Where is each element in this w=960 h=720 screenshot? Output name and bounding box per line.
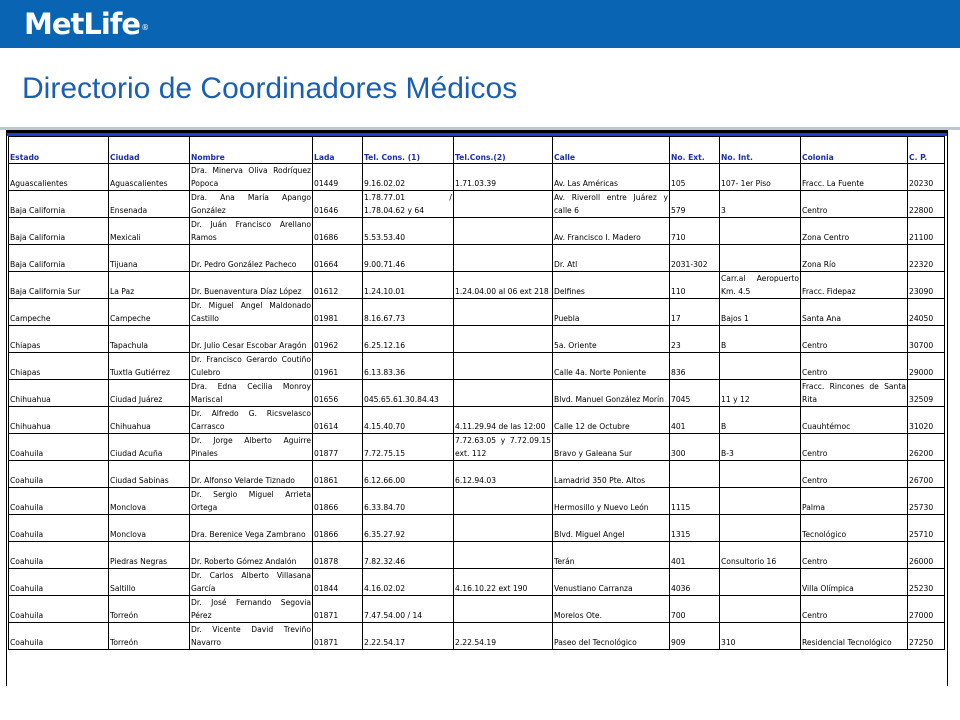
cell-colonia: Centro — [801, 542, 908, 569]
cell-cp: 25710 — [908, 515, 945, 542]
cell-colonia: Centro — [801, 596, 908, 623]
cell-tel-cons-2 — [454, 596, 553, 623]
cell-colonia: Zona Río — [801, 245, 908, 272]
cell-estado: Coahuila — [9, 596, 109, 623]
table-row — [9, 569, 945, 596]
cell-tel-cons-1: 1.78.77.01 / 1.78.04.62 y 64 — [363, 191, 454, 218]
cell-cp: 20230 — [908, 164, 945, 191]
cell-no-int — [720, 461, 801, 488]
cell-calle: Puebla — [553, 299, 670, 326]
table-row — [9, 299, 945, 326]
cell-tel-cons-1: 7.82.32.46 — [363, 542, 454, 569]
cell-tel-cons-1: 9.00.71.46 — [363, 245, 454, 272]
cell-estado: Coahuila — [9, 569, 109, 596]
cell-colonia: Tecnológico — [801, 515, 908, 542]
cell-calle: Lamadrid 350 Pte. Altos — [553, 461, 670, 488]
cell-nombre: Dr. Buenaventura Díaz López — [190, 272, 313, 299]
cell-lada: 01664 — [313, 245, 363, 272]
cell-tel-cons-1: 1.24.10.01 — [363, 272, 454, 299]
cell-no-int: 310 — [720, 623, 801, 650]
cell-nombre: Dr. Carlos Alberto Villasana García — [190, 569, 313, 596]
cell-no-int: Carr.al Aeropuerto Km. 4.5 — [720, 272, 801, 299]
cell-colonia: Centro — [801, 434, 908, 461]
cell-ciudad: Tuxtla Gutiérrez — [109, 353, 190, 380]
cell-nombre: Dr. Juán Francisco Arellano Ramos — [190, 218, 313, 245]
cell-calle: 5a. Oriente — [553, 326, 670, 353]
cell-ciudad: Monclova — [109, 488, 190, 515]
cell-tel-cons-1: 4.15.40.70 — [363, 407, 454, 434]
cell-lada: 01686 — [313, 218, 363, 245]
cell-ciudad: Tijuana — [109, 245, 190, 272]
cell-lada: 01878 — [313, 542, 363, 569]
table-row — [9, 218, 945, 245]
cell-cp: 27250 — [908, 623, 945, 650]
cell-tel-cons-1: 6.13.83.36 — [363, 353, 454, 380]
cell-calle: Delfines — [553, 272, 670, 299]
cell-cp: 31020 — [908, 407, 945, 434]
cell-lada: 01866 — [313, 515, 363, 542]
cell-estado: Coahuila — [9, 434, 109, 461]
cell-no-ext: 1115 — [670, 488, 720, 515]
cell-ciudad: Ciudad Sabinas — [109, 461, 190, 488]
cell-no-int: 3 — [720, 191, 801, 218]
table-row — [9, 407, 945, 434]
cell-ciudad: Mexicali — [109, 218, 190, 245]
cell-ciudad: Saltillo — [109, 569, 190, 596]
cell-estado: Coahuila — [9, 488, 109, 515]
cell-estado: Coahuila — [9, 515, 109, 542]
cell-lada: 01961 — [313, 353, 363, 380]
cell-ciudad: Ensenada — [109, 191, 190, 218]
cell-calle: Av. Francisco I. Madero — [553, 218, 670, 245]
cell-tel-cons-2 — [454, 191, 553, 218]
column-header-nombre: Nombre — [190, 137, 313, 164]
cell-estado: Aguascalientes — [9, 164, 109, 191]
cell-calle: Blvd. Manuel González Morín — [553, 380, 670, 407]
cell-no-ext — [670, 461, 720, 488]
cell-no-ext: 710 — [670, 218, 720, 245]
cell-ciudad: Chihuahua — [109, 407, 190, 434]
cell-cp: 26700 — [908, 461, 945, 488]
cell-no-ext: 23 — [670, 326, 720, 353]
cell-tel-cons-2: 4.11.29.94 de las 12:00 — [454, 407, 553, 434]
cell-tel-cons-2 — [454, 380, 553, 407]
cell-no-int — [720, 596, 801, 623]
logo-text: MetLife — [24, 7, 141, 41]
cell-tel-cons-2 — [454, 245, 553, 272]
cell-tel-cons-2 — [454, 218, 553, 245]
cell-ciudad: Tapachula — [109, 326, 190, 353]
cell-colonia: Centro — [801, 326, 908, 353]
column-header-no-int: No. Int. — [720, 137, 801, 164]
cell-no-int — [720, 488, 801, 515]
cell-tel-cons-1: 6.25.12.16 — [363, 326, 454, 353]
table-row — [9, 434, 945, 461]
cell-estado: Coahuila — [9, 461, 109, 488]
brand-header-bar — [0, 0, 960, 48]
cell-calle: Calle 4a. Norte Poniente — [553, 353, 670, 380]
cell-lada: 01614 — [313, 407, 363, 434]
cell-calle: Paseo del Tecnológico — [553, 623, 670, 650]
cell-ciudad: Torreón — [109, 623, 190, 650]
cell-no-ext: 105 — [670, 164, 720, 191]
cell-colonia: Fracc. Fidepaz — [801, 272, 908, 299]
cell-ciudad: Campeche — [109, 299, 190, 326]
cell-no-int: B — [720, 326, 801, 353]
cell-estado: Chiapas — [9, 353, 109, 380]
cell-tel-cons-1: 045.65.61.30.84.43 — [363, 380, 454, 407]
cell-nombre: Dr. Francisco Gerardo Coutiño Culebro — [190, 353, 313, 380]
cell-nombre: Dr. Alfonso Velarde Tiznado — [190, 461, 313, 488]
cell-estado: Baja California — [9, 191, 109, 218]
table-body — [9, 164, 945, 650]
table-row — [9, 542, 945, 569]
cell-colonia: Zona Centro — [801, 218, 908, 245]
cell-colonia: Fracc. La Fuente — [801, 164, 908, 191]
cell-tel-cons-2: 1.24.04.00 al 06 ext 218 — [454, 272, 553, 299]
column-header-colonia: Colonia — [801, 137, 908, 164]
cell-nombre: Dr. Vicente David Treviño Navarro — [190, 623, 313, 650]
cell-tel-cons-2 — [454, 326, 553, 353]
column-header-estado: Estado — [9, 137, 109, 164]
table-row — [9, 461, 945, 488]
table-header-row — [9, 137, 945, 164]
cell-nombre: Dr. Pedro González Pacheco — [190, 245, 313, 272]
cell-tel-cons-1: 9.16.02.02 — [363, 164, 454, 191]
cell-tel-cons-2: 2.22.54.19 — [454, 623, 553, 650]
cell-colonia: Fracc. Rincones de Santa Rita — [801, 380, 908, 407]
cell-cp: 29000 — [908, 353, 945, 380]
cell-tel-cons-2 — [454, 515, 553, 542]
table-row — [9, 353, 945, 380]
cell-no-ext: 1315 — [670, 515, 720, 542]
cell-cp: 24050 — [908, 299, 945, 326]
cell-cp: 30700 — [908, 326, 945, 353]
table-row — [9, 380, 945, 407]
cell-ciudad: Monclova — [109, 515, 190, 542]
cell-lada: 01962 — [313, 326, 363, 353]
cell-colonia: Centro — [801, 353, 908, 380]
cell-colonia: Residencial Tecnológico — [801, 623, 908, 650]
cell-colonia: Palma — [801, 488, 908, 515]
cell-tel-cons-1: 6.35.27.92 — [363, 515, 454, 542]
cell-tel-cons-2: 4.16.10.22 ext 190 — [454, 569, 553, 596]
cell-lada: 01877 — [313, 434, 363, 461]
cell-tel-cons-1: 4.16.02.02 — [363, 569, 454, 596]
cell-cp: 27000 — [908, 596, 945, 623]
cell-tel-cons-1: 5.53.53.40 — [363, 218, 454, 245]
column-header-tel-cons-1: Tel. Cons. (1) — [363, 137, 454, 164]
cell-tel-cons-2 — [454, 488, 553, 515]
cell-nombre: Dr. José Fernando Segovia Pérez — [190, 596, 313, 623]
cell-lada: 01871 — [313, 596, 363, 623]
cell-tel-cons-1: 6.12.66.00 — [363, 461, 454, 488]
cell-no-int — [720, 245, 801, 272]
cell-nombre: Dra. Ana María Apango González — [190, 191, 313, 218]
column-header-calle: Calle — [553, 137, 670, 164]
table-row — [9, 272, 945, 299]
cell-nombre: Dr. Julio Cesar Escobar Aragón — [190, 326, 313, 353]
table-row — [9, 164, 945, 191]
cell-estado: Baja California — [9, 245, 109, 272]
cell-cp: 23090 — [908, 272, 945, 299]
cell-no-ext: 2031-302 — [670, 245, 720, 272]
cell-cp: 22800 — [908, 191, 945, 218]
cell-cp: 22320 — [908, 245, 945, 272]
metlife-logo — [24, 6, 149, 42]
registered-mark: ® — [141, 23, 150, 32]
cell-tel-cons-2 — [454, 299, 553, 326]
spreadsheet-area — [6, 130, 948, 686]
cell-no-ext: 7045 — [670, 380, 720, 407]
cell-nombre: Dra. Minerva Oliva Rodríquez Popoca — [190, 164, 313, 191]
cell-calle: Blvd. Miguel Angel — [553, 515, 670, 542]
cell-no-int: 11 y 12 — [720, 380, 801, 407]
cell-lada: 01646 — [313, 191, 363, 218]
table-row — [9, 596, 945, 623]
cell-lada: 01612 — [313, 272, 363, 299]
cell-nombre: Dr. Jorge Alberto Aguirre Pinales — [190, 434, 313, 461]
column-header-lada: Lada — [313, 137, 363, 164]
cell-no-ext: 17 — [670, 299, 720, 326]
cell-estado: Chihuahua — [9, 407, 109, 434]
cell-cp: 21100 — [908, 218, 945, 245]
cell-ciudad: Piedras Negras — [109, 542, 190, 569]
cell-lada: 01871 — [313, 623, 363, 650]
cell-cp: 26000 — [908, 542, 945, 569]
cell-cp: 25730 — [908, 488, 945, 515]
cell-no-int — [720, 353, 801, 380]
coordinators-table — [8, 136, 945, 650]
cell-nombre: Dr. Miguel Angel Maldonado Castillo — [190, 299, 313, 326]
cell-nombre: Dr. Sergio Miguel Arrieta Ortega — [190, 488, 313, 515]
column-header-no-ext: No. Ext. — [670, 137, 720, 164]
cell-colonia: Cuauhtémoc — [801, 407, 908, 434]
cell-calle: Calle 12 de Octubre — [553, 407, 670, 434]
cell-colonia: Centro — [801, 191, 908, 218]
cell-colonia: Centro — [801, 461, 908, 488]
cell-calle: Av. Las Américas — [553, 164, 670, 191]
cell-ciudad: La Paz — [109, 272, 190, 299]
cell-estado: Coahuila — [9, 542, 109, 569]
cell-lada: 01866 — [313, 488, 363, 515]
cell-estado: Campeche — [9, 299, 109, 326]
cell-nombre: Dra. Edna Cecilia Monroy Mariscal — [190, 380, 313, 407]
cell-estado: Coahuila — [9, 623, 109, 650]
cell-tel-cons-1: 8.16.67.73 — [363, 299, 454, 326]
cell-lada: 01981 — [313, 299, 363, 326]
cell-no-ext: 110 — [670, 272, 720, 299]
table-row — [9, 245, 945, 272]
cell-no-int: B-3 — [720, 434, 801, 461]
cell-cp: 32509 — [908, 380, 945, 407]
cell-tel-cons-1: 2.22.54.17 — [363, 623, 454, 650]
cell-colonia: Santa Ana — [801, 299, 908, 326]
cell-nombre: Dra. Berenice Vega Zambrano — [190, 515, 313, 542]
cell-ciudad: Torreón — [109, 596, 190, 623]
cell-lada: 01656 — [313, 380, 363, 407]
cell-ciudad: Ciudad Acuña — [109, 434, 190, 461]
cell-no-int: B — [720, 407, 801, 434]
cell-no-int: 107- 1er Piso — [720, 164, 801, 191]
column-header-ciudad: Ciudad — [109, 137, 190, 164]
cell-estado: Chiapas — [9, 326, 109, 353]
column-header-tel-cons-2: Tel.Cons.(2) — [454, 137, 553, 164]
cell-nombre: Dr. Alfredo G. Ricsvelasco Carrasco — [190, 407, 313, 434]
page-title: Directorio de Coordinadores Médicos — [22, 72, 518, 105]
cell-estado: Baja California — [9, 218, 109, 245]
cell-lada: 01844 — [313, 569, 363, 596]
cell-calle: Terán — [553, 542, 670, 569]
cell-no-ext: 579 — [670, 191, 720, 218]
cell-tel-cons-1: 6.33.84.70 — [363, 488, 454, 515]
cell-colonia: Villa Olímpica — [801, 569, 908, 596]
cell-nombre: Dr. Roberto Gómez Andalón — [190, 542, 313, 569]
cell-ciudad: Ciudad Juárez — [109, 380, 190, 407]
cell-no-ext: 401 — [670, 407, 720, 434]
cell-calle: Morelos Ote. — [553, 596, 670, 623]
cell-tel-cons-2: 1.71.03.39 — [454, 164, 553, 191]
table-row — [9, 623, 945, 650]
cell-tel-cons-2 — [454, 353, 553, 380]
cell-calle: Hermosillo y Nuevo León — [553, 488, 670, 515]
table-row — [9, 326, 945, 353]
cell-cp: 25230 — [908, 569, 945, 596]
cell-calle: Bravo y Galeana Sur — [553, 434, 670, 461]
cell-no-ext: 4036 — [670, 569, 720, 596]
cell-no-ext: 401 — [670, 542, 720, 569]
cell-calle: Dr. Atl — [553, 245, 670, 272]
cell-no-ext: 700 — [670, 596, 720, 623]
cell-no-int: Bajos 1 — [720, 299, 801, 326]
column-header-cp: C. P. — [908, 137, 945, 164]
table-row — [9, 488, 945, 515]
cell-tel-cons-1: 7.72.75.15 — [363, 434, 454, 461]
cell-tel-cons-2: 6.12.94.03 — [454, 461, 553, 488]
cell-cp: 26200 — [908, 434, 945, 461]
cell-calle: Av. Riveroll entre Juárez y calle 6 — [553, 191, 670, 218]
cell-tel-cons-2 — [454, 542, 553, 569]
cell-estado: Chihuahua — [9, 380, 109, 407]
cell-no-int — [720, 515, 801, 542]
cell-no-ext: 300 — [670, 434, 720, 461]
cell-no-int — [720, 569, 801, 596]
cell-estado: Baja California Sur — [9, 272, 109, 299]
cell-no-ext: 836 — [670, 353, 720, 380]
cell-no-int: Consultorio 16 — [720, 542, 801, 569]
cell-tel-cons-1: 7.47.54.00 / 14 — [363, 596, 454, 623]
cell-lada: 01449 — [313, 164, 363, 191]
cell-no-ext: 909 — [670, 623, 720, 650]
cell-tel-cons-2: 7.72.63.05 y 7.72.09.15 ext. 112 — [454, 434, 553, 461]
cell-lada: 01861 — [313, 461, 363, 488]
cell-ciudad: Aguascalientes — [109, 164, 190, 191]
cell-calle: Venustiano Carranza — [553, 569, 670, 596]
table-row — [9, 191, 945, 218]
table-row — [9, 515, 945, 542]
cell-no-int — [720, 218, 801, 245]
